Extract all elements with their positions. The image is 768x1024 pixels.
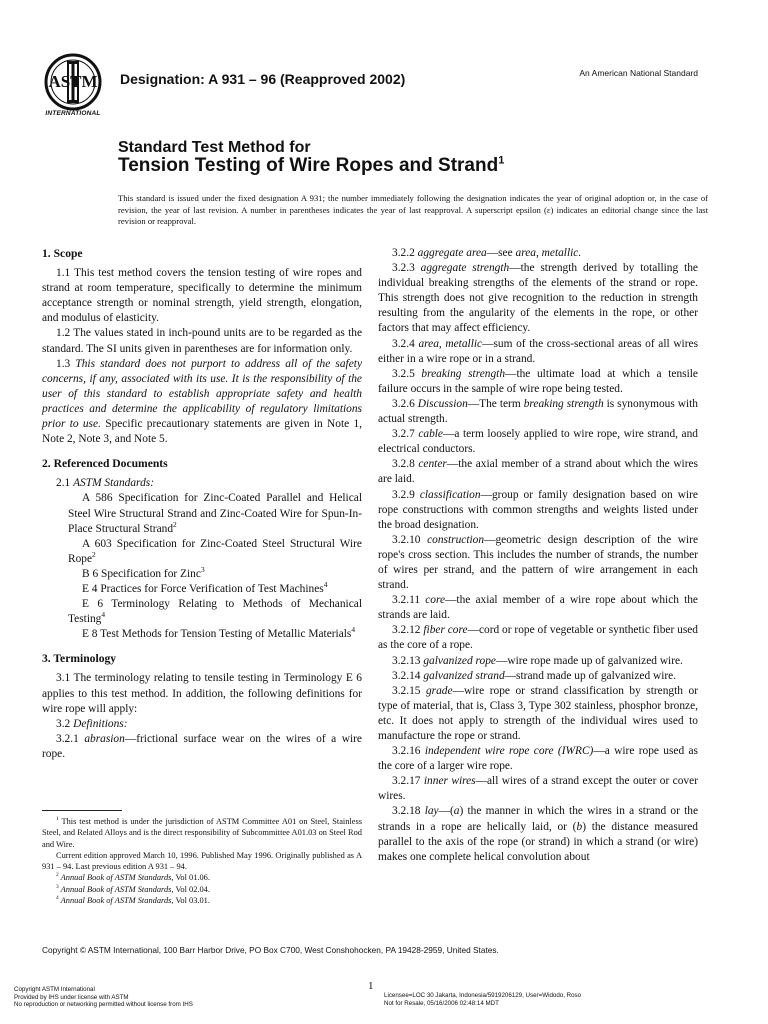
logo-text: ASTM [48, 72, 98, 91]
para-num: 3.2.15 [392, 684, 426, 697]
para-num: 3.2.5 [392, 367, 422, 380]
def-3-2-16 [378, 744, 698, 774]
para-2-1 [42, 476, 362, 491]
footnote-4 [42, 895, 362, 906]
definition-text: —strand made up of galvanized wire. [504, 669, 677, 682]
footnote-book: Annual Book of ASTM Standards [58, 896, 172, 906]
reference-item [42, 582, 362, 597]
defined-term: aggregate area [417, 247, 487, 259]
def-3-2-13 [378, 654, 698, 669]
footnote-1 [42, 816, 362, 850]
footnote-divider [42, 810, 122, 811]
def-3-2-8 [378, 457, 698, 487]
defined-term: classification [419, 488, 481, 501]
para-num: 3.2.10 [392, 533, 428, 546]
scope-heading: 1. Scope [42, 247, 83, 260]
def-3-2-14 [378, 669, 698, 684]
def-3-2-11 [378, 593, 698, 623]
footnote-vol: , Vol 02.04. [171, 884, 210, 894]
definition-text: —The term [467, 397, 524, 410]
para-num: 3.2.18 [392, 805, 425, 818]
definition-text: —the strength derived by totalling the individual breaking strengths of the elements of the strand or rope. This strength does not give recognition to the reduction in strength resulting from the angularity of the elements in the rope, or other factors that may affect efficiency. [378, 262, 698, 335]
designation: Designation: A 931 – 96 (Reapproved 2002) [120, 71, 406, 87]
definition-text: —wire rope made up of galvanized wire. [495, 654, 683, 667]
para-num: 3.2 [56, 717, 74, 730]
footnote-mark: 3 [56, 883, 59, 890]
para-num: 3.2.3 [392, 262, 421, 275]
para-3-2-1 [42, 732, 362, 762]
definition-text: —the axial member of a strand about which the wires are laid. [378, 458, 698, 486]
terminology-heading: 3. Terminology [42, 652, 117, 666]
footnote-2 [42, 872, 362, 883]
para-3-2 [42, 717, 362, 732]
para-num: 3.2.12 [392, 624, 424, 637]
defined-term: breaking strength [523, 397, 604, 410]
footnote-3 [42, 884, 362, 895]
def-3-2-18 [378, 804, 698, 864]
reference-text: A 603 Specification for Zinc-Coated Steel Structural Wire Rope [68, 537, 362, 565]
definition-text: —wire rope or strand classification by strength or type of material, that is, Class 3, Type 302 stainless, phosphor bronze, etc. It does not apply to strength of the individual wires used to manufacture the rope or strand. [378, 684, 698, 742]
definition-text: —( [438, 805, 454, 818]
title-footnote-mark: 1 [498, 154, 505, 167]
para-num: 3.2.4 [392, 337, 419, 350]
license-line: Provided by IHS under license with ASTM [14, 993, 129, 1001]
defined-term: abrasion [84, 732, 125, 745]
reference-list [42, 491, 362, 642]
license-info-left [14, 986, 193, 1009]
footnotes [42, 816, 362, 906]
para-3-1: 3.1 The terminology relating to tensile testing in Terminology E 6 applies to this test method. In addition, the following definitions for wire rope will apply: [42, 672, 362, 715]
reference-footnote-mark: 2 [173, 519, 177, 529]
para-num: 3.2.11 [392, 594, 426, 607]
reference-text: E 8 Test Methods for Tension Testing of Metallic Materials [82, 628, 352, 641]
reference-text: E 4 Practices for Force Verification of Test Machines [82, 582, 324, 595]
def-3-2-6 [378, 397, 698, 427]
footnote-vol: , Vol 03.01. [171, 896, 210, 906]
defined-term: galvanized rope [423, 654, 496, 667]
def-3-2-9 [378, 488, 698, 533]
standard-notice: This standard is issued under the fixed designation A 931; the number immediately following the designation indicates the year of original adoption or, in the case of revision, the year of last revision. A number in parentheses indicates the year of last reapproval. A superscript epsilon (ε) indicates an editorial change since the last revision or reapproval. [118, 193, 708, 226]
definition-text: —a term loosely applied to wire rope, wire strand, and electrical conductors. [378, 428, 698, 456]
reference-footnote-mark: 4 [323, 580, 328, 590]
astm-standards-label: ASTM Standards: [73, 477, 154, 490]
defined-term: center [418, 458, 447, 471]
cross-ref-term: area, metallic. [515, 247, 582, 259]
para-num: 2.1 [56, 477, 74, 490]
def-3-2-5 [378, 367, 698, 397]
definition-text: —a wire rope used as the core of a larger wire rope. [378, 745, 698, 773]
defined-term: fiber core [423, 624, 468, 637]
footnote-vol: , Vol 01.06. [171, 873, 210, 883]
def-3-2-17 [378, 774, 698, 804]
def-3-2-3 [378, 261, 698, 336]
definitions-label: Definitions: [73, 717, 128, 730]
definition-text: —the axial member of a wire rope about which the strands are laid. [378, 594, 698, 622]
footnote-mark: 1 [56, 816, 59, 823]
reference-footnote-mark: 2 [92, 549, 96, 559]
reference-text: E 6 Terminology Relating to Methods of Mechanical Testing [68, 598, 362, 626]
defined-term: breaking strength [421, 367, 506, 380]
footnote-text: This test method is under the jurisdiction of ASTM Committee A01 on Steel, Stainless Steel, and Related Alloys and is the direct responsibility of Subcommittee A01.03 on Steel Rod and Wire. [42, 817, 362, 849]
reference-item [42, 627, 362, 642]
enum-b: b [576, 820, 583, 833]
reference-footnote-mark: 4 [351, 625, 356, 635]
license-info-right [384, 992, 581, 1007]
def-3-2-12 [378, 623, 698, 653]
defined-term: independent wire rope core (IWRC) [424, 745, 594, 758]
license-line: No reproduction or networking permitted without license from IHS [14, 1001, 193, 1009]
enum-a: a [453, 805, 460, 818]
definition-text: ) the distance measured parallel to the axis of the rope (or strand) in which a strand (or wire) makes one complete helical convolution about [378, 820, 699, 863]
right-column [378, 246, 698, 865]
defined-term: cable [418, 428, 443, 441]
definition-text: —group or family designation based on wire rope constructions with common strengths and weights listed under the broad designation. [378, 488, 698, 531]
para-num: 3.2.6 [392, 397, 418, 410]
def-3-2-2 [378, 246, 698, 261]
license-line: Not for Resale, 05/16/2006 02:48:14 MDT [384, 999, 499, 1007]
para-1-2: 1.2 The values stated in inch-pound units are to be regarded as the standard. The SI units given in parentheses are for information only. [42, 327, 362, 355]
title-line1: Standard Test Method for [118, 139, 311, 156]
para-num: 3.2.13 [392, 654, 424, 667]
defined-term: core [425, 594, 446, 607]
para-1-3 [42, 357, 362, 448]
footnote-mark: 4 [56, 895, 59, 902]
title-text: Tension Testing of Wire Ropes and Strand [118, 155, 499, 176]
footnote-1b: Current edition approved March 10, 1996. Published May 1996. Originally published as A 931 – 94. Last previous edition A 931 – 94. [42, 850, 362, 872]
astm-logo-icon [34, 52, 112, 112]
definition-text: —the ultimate load at which a tensile failure occurs in the sample of wire rope being tested. [378, 367, 698, 395]
definition-text: —cord or rope of vegetable or synthetic fiber used as the core of a rope. [378, 624, 698, 652]
def-3-2-10 [378, 533, 698, 593]
reference-text: A 586 Specification for Zinc-Coated Parallel and Helical Steel Wire Structural Strand and Zinc-Coated Wire for Spun-In-Place Structural Strand [68, 492, 362, 535]
defined-term: galvanized strand [423, 669, 505, 682]
title-line2 [118, 155, 504, 177]
reference-item [42, 597, 362, 627]
reference-footnote-mark: 3 [200, 565, 205, 575]
logo-subtext: INTERNATIONAL [45, 110, 101, 117]
copyright-line: Copyright © ASTM International, 100 Barr Harbor Drive, PO Box C700, West Conshohocken, PA 19428-2959, United States. [42, 945, 499, 955]
para-num: 3.2.16 [392, 745, 425, 758]
defined-term: area, metallic [418, 337, 483, 350]
para-num: 3.2.7 [392, 428, 419, 441]
defined-term: construction [427, 533, 485, 546]
standard-type: An American National Standard [579, 68, 698, 78]
footnote-mark: 2 [56, 872, 59, 879]
discussion-label: Discussion [417, 397, 468, 410]
def-3-2-7 [378, 427, 698, 457]
definition-text: —geometric design description of the wire rope's cross section. This includes the number of strands, the number of wires per strand, and the pattern of wire arrangement in each strand. [378, 533, 699, 592]
defined-term: inner wires [423, 775, 476, 788]
left-column [42, 246, 362, 762]
license-line: Copyright ASTM International [14, 986, 95, 993]
definition-text: —sum of the cross-sectional areas of all wires either in a wire rope or in a strand. [378, 337, 698, 365]
footnote-book: Annual Book of ASTM Standards [58, 873, 172, 883]
reference-item [42, 537, 362, 567]
para-num: 3.2.17 [392, 775, 424, 788]
para-num: 3.2.9 [392, 488, 420, 501]
para-num: 3.2.1 [56, 732, 85, 745]
definition-text: —all wires of a strand except the outer or cover wires. [378, 775, 698, 803]
license-line: Licensee=LOC 30 Jakarta, Indonesia/5919206129, User=Widodo, Roso [384, 992, 582, 999]
reference-text: B 6 Specification for Zinc [82, 567, 201, 580]
para-1-1: 1.1 This test method covers the tension testing of wire ropes and strand at room temperature, specifically to determine the minimum acceptance strength or nominal strength, yield strength, elongation, and modulus of elasticity. [42, 267, 362, 325]
definition-text: is synonymous with actual strength. [378, 397, 698, 426]
definition-text: —frictional surface wear on the wires of a wire rope. [42, 732, 362, 760]
reference-item [42, 491, 362, 536]
para-num: 3.2.8 [392, 458, 419, 471]
definition-text: ) the manner in which the wires in a strand or the strands in a rope are helically laid, or ( [378, 805, 698, 833]
para-num: 1.3 [56, 357, 76, 370]
defined-term: lay [424, 805, 439, 818]
reference-footnote-mark: 4 [101, 610, 106, 620]
para-rest: Specific precautionary statements are given in Note 1, Note 2, Note 3, and Note 5. [42, 418, 362, 446]
para-num: 3.2.2 [392, 247, 418, 259]
footnote-book: Annual Book of ASTM Standards [58, 884, 172, 894]
def-3-2-4 [378, 337, 698, 367]
defined-term: aggregate strength [420, 262, 510, 275]
para-num: 3.2.14 [392, 669, 424, 682]
defined-term: grade [425, 684, 453, 697]
definition-text: —see [486, 247, 516, 259]
page-number: 1 [368, 980, 374, 992]
refdocs-heading: 2. Referenced Documents [42, 457, 168, 471]
def-3-2-15 [378, 684, 698, 744]
astm-logo [34, 52, 112, 118]
reference-item [42, 567, 362, 582]
safety-statement: This standard does not purport to address all of the safety concerns, if any, associated with its use. It is the responsibility of the user of this standard to establish appropriate safety and health practices and determine the applicability of regulatory limitations prior to use. [42, 357, 362, 431]
